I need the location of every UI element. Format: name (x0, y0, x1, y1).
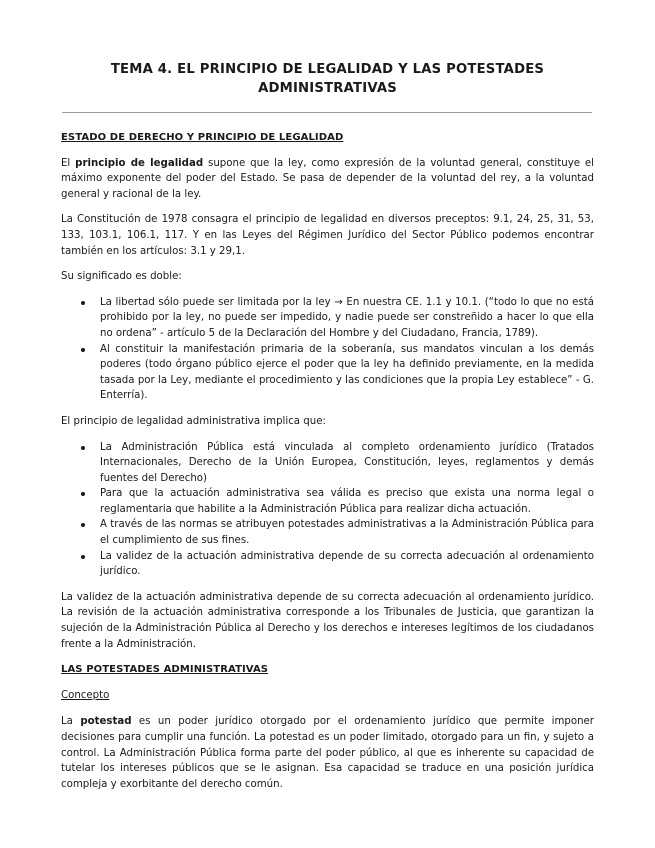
section-heading-estado-de-derecho: ESTADO DE DERECHO Y PRINCIPIO DE LEGALIDAD (61, 132, 344, 143)
paragraph-potestad (61, 714, 594, 792)
paragraph-constitucion-1978: La Constitución de 1978 consagra el principio de legalidad en diversos preceptos: 9.1, 24, 25, 31, 53, 133, 103.1, 106.1, 117. Y en las Leyes del Régimen Jurídico del Sector Público podemos encontrar también en los artículos: 3.1 y 29,1. (61, 214, 594, 257)
text-run: El (61, 157, 76, 169)
list-item: La validez de la actuación administrativa depende de su correcta adecuación al ordenamiento jurídico. (100, 549, 594, 580)
section-heading-potestades: LAS POTESTADES ADMINISTRATIVAS (61, 664, 269, 676)
bold-term-principio-de-legalidad: principio de legalidad (75, 157, 204, 169)
title-divider (62, 112, 592, 113)
text-run: es un poder jurídico otorgado por el ordenamiento jurídico que permite imponer decisiones para cumplir una función. La potestad es un poder limitado, otorgado para un fin, y sujeto a control. La Administración Pública forma parte del poder público, al que es inherente su capacidad de tutelar los intereses públicos que se le asignan. Esa capacidad se traduce en una posición jurídica compleja y exorbitante del derecho común. (61, 716, 594, 790)
list-item: La libertad sólo puede ser limitada por la ley → En nuestra CE. 1.1 y 10.1. (“todo lo que no está prohibido por la ley, no puede ser impedido, y nadie puede ser constreñido a hacer lo que ella no ordena” - artículo 5 de la Declaración del Hombre y del Ciudadano, Francia, 1789). (100, 295, 594, 342)
document-title (60, 60, 595, 98)
subheading-concepto: Concepto (61, 689, 110, 701)
list-item: Para que la actuación administrativa sea válida es preciso que exista una norma legal o reglamentaria que habilite a la Administración Pública para realizar dicha actuación. (100, 486, 594, 517)
paragraph-principio-legalidad (61, 156, 594, 203)
list-item: A través de las normas se atribuyen potestades administrativas a la Administración Pública para el cumplimiento de sus fines. (100, 517, 594, 548)
title-line-2: ADMINISTRATIVAS (258, 81, 397, 96)
list-significado (61, 295, 594, 404)
list-item: La Administración Pública está vinculada al completo ordenamiento jurídico (Tratados Internacionales, Derecho de la Unión Europea, Constitución, leyes, reglamentos y demás fuentes del Derecho) (100, 440, 594, 487)
paragraph-legalidad-administrativa: El principio de legalidad administrativa implica que: (61, 415, 326, 427)
list-legalidad-administrativa (61, 440, 594, 580)
paragraph-significado-doble: Su significado es doble: (61, 271, 182, 283)
title-line-1: TEMA 4. EL PRINCIPIO DE LEGALIDAD Y LAS POTESTADES (110, 62, 545, 77)
paragraph-validez-actuacion: La validez de la actuación administrativa depende de su correcta adecuación al ordenamiento jurídico. La revisión de la actuación administrativa corresponde a los Tribunales de Justicia, que garantizan la sujeción de la Administración Pública al Derecho y los derechos e intereses legítimos de los ciudadanos frente a la Administración. (61, 591, 594, 650)
bold-term-potestad: potestad (80, 716, 132, 728)
document-body (61, 130, 594, 802)
list-item: Al constituir la manifestación primaria de la soberanía, sus mandatos vinculan a los demás poderes (todo órgano público ejerce el poder que la ley ha definido previamente, en la medida tasada por la Ley, mediante el procedimiento y las condiciones que la propia Ley establece” - G. Enterría). (100, 342, 594, 404)
text-run: supone que la ley, como expresión de la voluntad general, constituye el máximo exponente del poder del Estado. Se pasa de depender de la voluntad del rey, a la voluntad general y racional de la ley. (61, 157, 594, 200)
text-run: La (61, 716, 81, 728)
